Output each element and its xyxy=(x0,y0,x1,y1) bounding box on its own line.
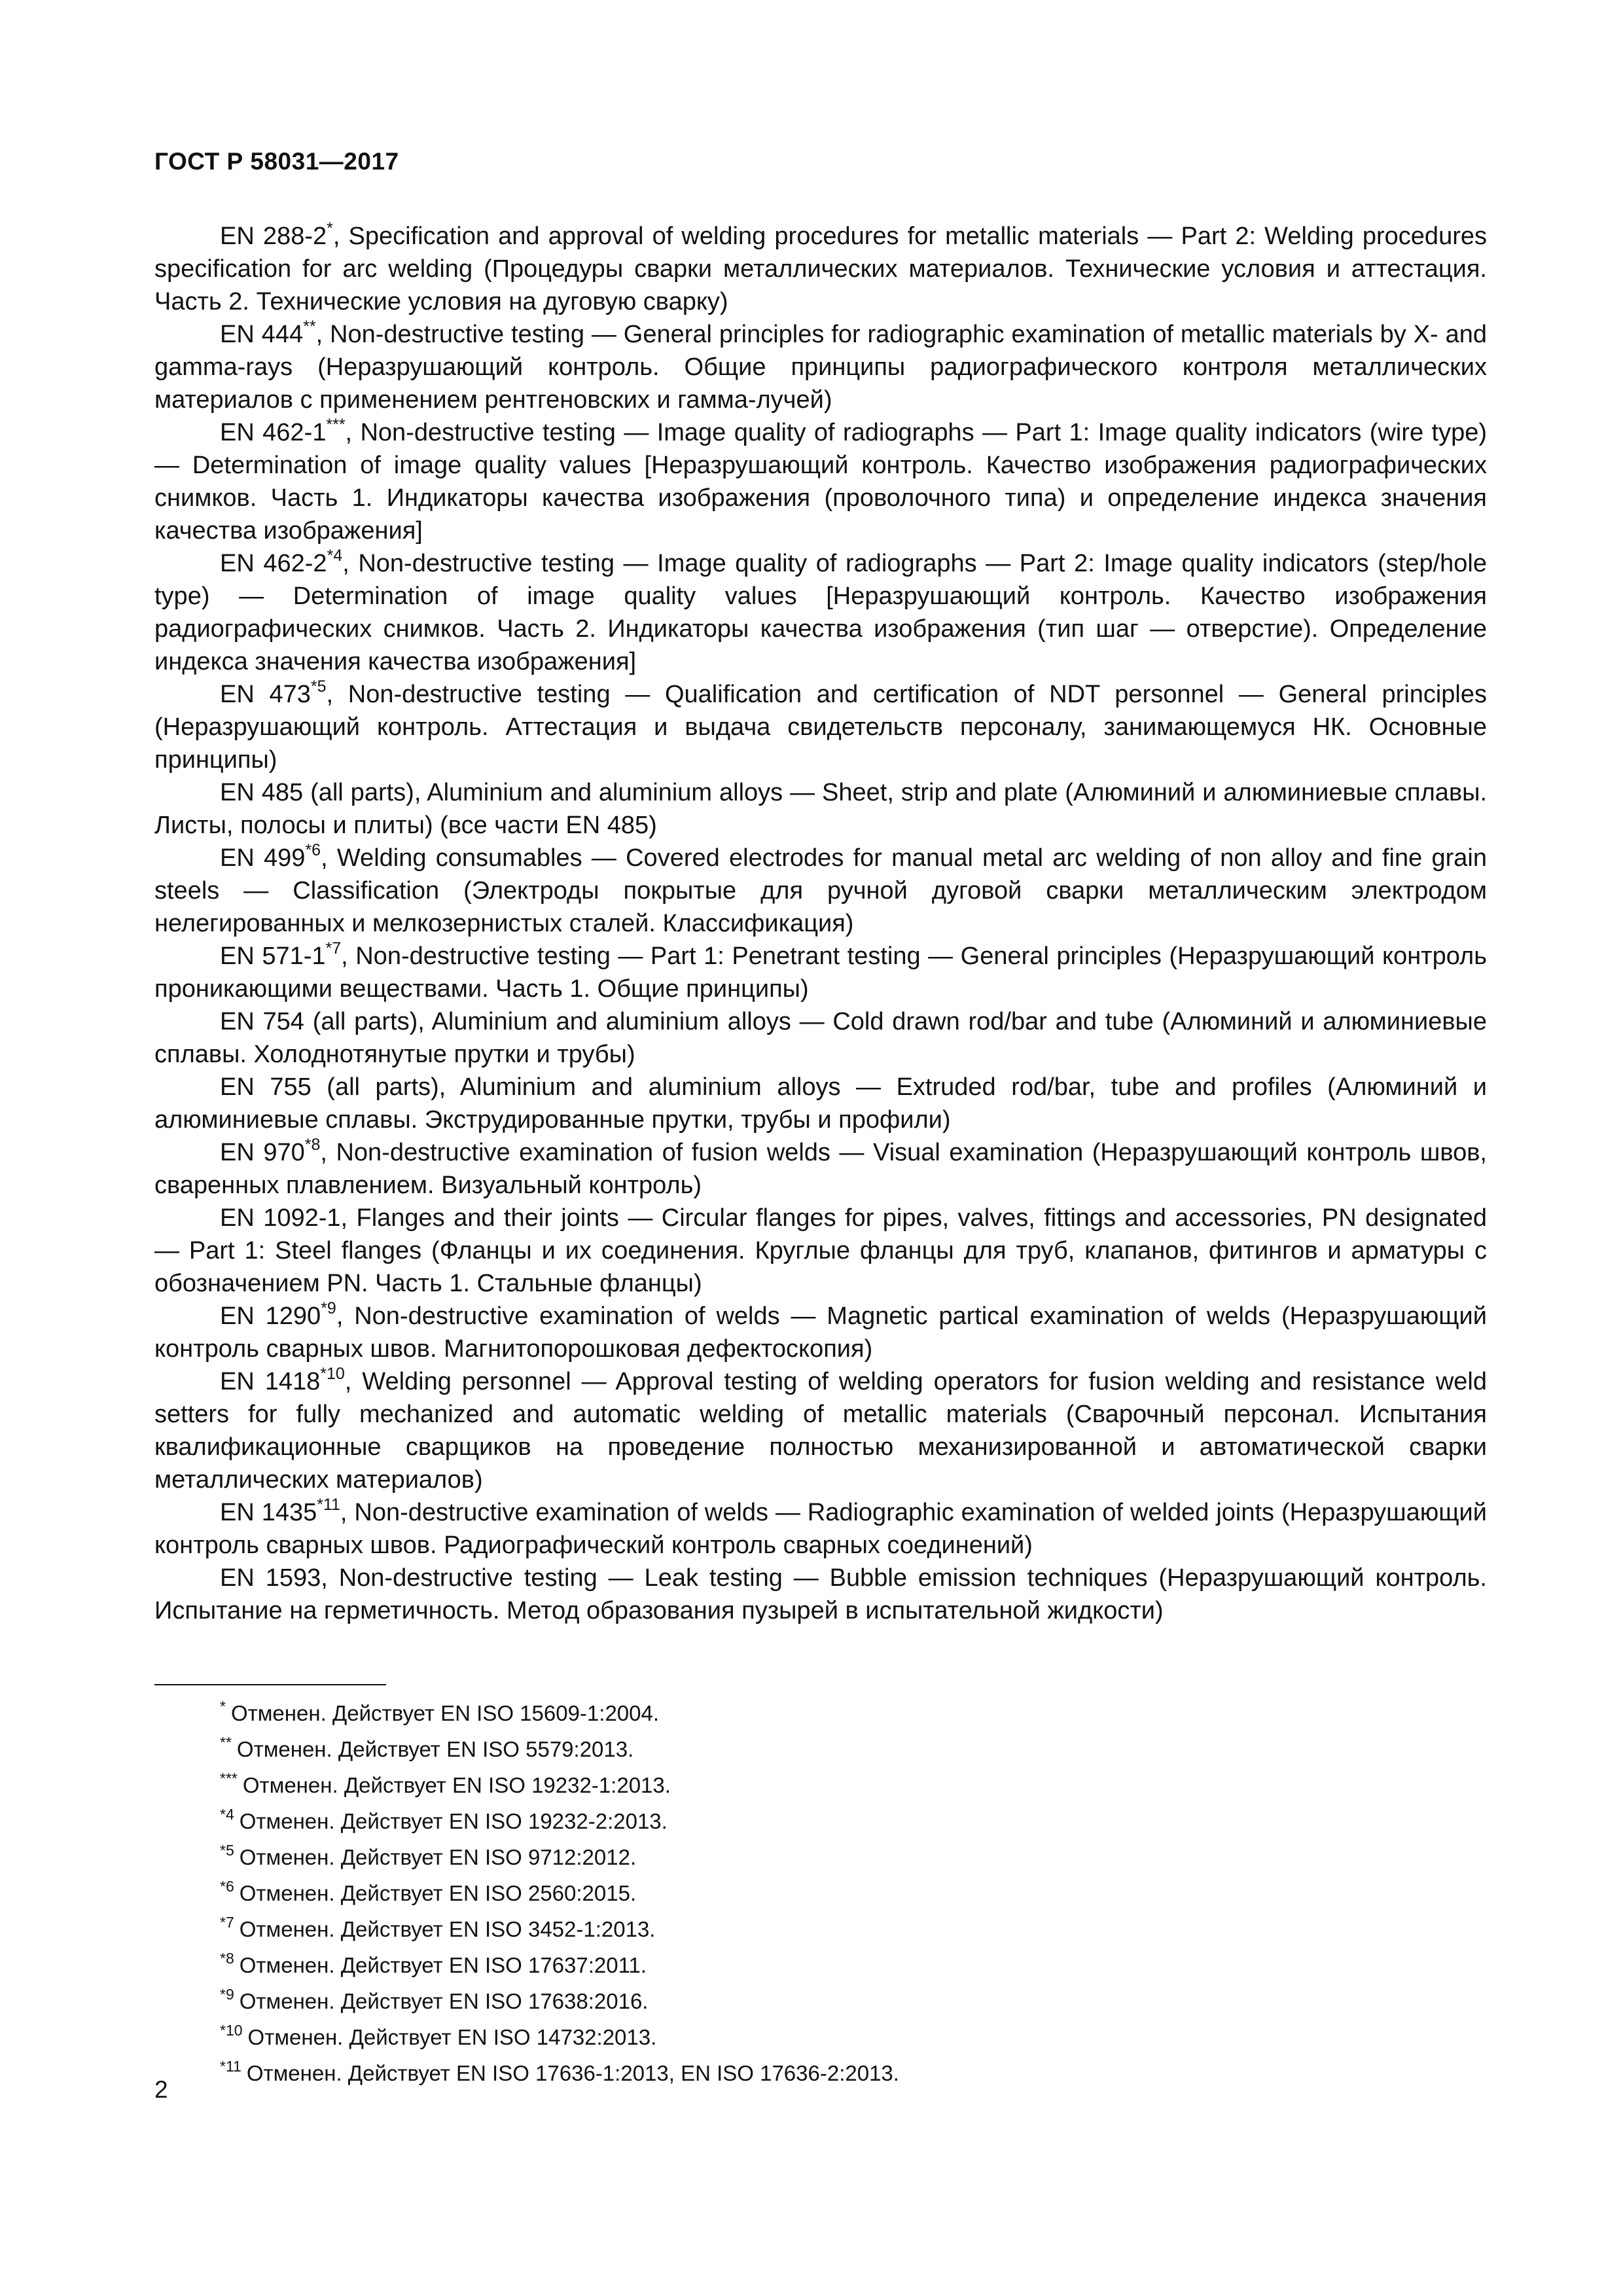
footnote-mark: *4 xyxy=(327,547,343,565)
footnote-mark: ** xyxy=(220,1734,232,1751)
footnote-text: Отменен. Действует EN ISO 14732:2013. xyxy=(247,2025,657,2049)
reference-code: EN 1593 xyxy=(220,1564,321,1592)
reference-text: , Non-destructive testing — Image quality of radiographs — Part 1: Image quality indicators (wire type) — Determination of image quality values [Неразрушающий контроль. Качество изображения радиографических снимков. Часть 1. Индикаторы качества изображения (проволочного типа) и определение индекса значения качества изображения] xyxy=(154,419,1487,545)
reference-entry xyxy=(154,1562,1487,1627)
footnote-mark: *10 xyxy=(220,2022,243,2039)
footnote xyxy=(220,1731,1463,1767)
reference-entry xyxy=(154,1136,1487,1202)
reference-code: EN 473 xyxy=(220,681,311,708)
footnote-text: Отменен. Действует EN ISO 17638:2016. xyxy=(239,1989,649,2013)
reference-entry xyxy=(154,1300,1487,1365)
footnote-mark: * xyxy=(327,219,333,238)
reference-code: EN 1418 xyxy=(220,1368,321,1395)
footnote xyxy=(220,2019,1463,2055)
footnote-mark: *5 xyxy=(310,677,327,696)
footnote-text: Отменен. Действует EN ISO 17637:2011. xyxy=(239,1953,647,1977)
reference-text: , Aluminium and aluminium alloys — Cold drawn rod/bar and tube (Алюминий и алюминиевые сплавы. Холоднотянутые прутки и трубы) xyxy=(154,1008,1488,1068)
reference-entry xyxy=(154,1071,1487,1136)
footnote-text: Отменен. Действует EN ISO 9712:2012. xyxy=(239,1845,637,1869)
footnote xyxy=(220,1839,1463,1875)
reference-code: EN 485 (all parts) xyxy=(220,779,414,806)
page-number: 2 xyxy=(154,2076,168,2103)
reference-entry xyxy=(154,1005,1487,1071)
footnote-mark: *7 xyxy=(220,1914,234,1931)
footnote-mark: *11 xyxy=(220,2058,241,2075)
footnote-text: Отменен. Действует EN ISO 15609-1:2004. xyxy=(230,1701,660,1725)
footnote-text: Отменен. Действует EN ISO 5579:2013. xyxy=(236,1737,634,1761)
reference-text: , Non-destructive examination of welds — Magnetic partical examination of welds (Неразрушающий контроль сварных швов. Магнитопорошковая дефектоскопия) xyxy=(154,1302,1487,1363)
reference-text: , Welding personnel — Approval testing of welding operators for fusion welding and resistance weld setters for fully mechanized and automatic welding of metallic materials (Сварочный персонал. Испытания квалификационные сварщиков на проведение полностью механизированной и автоматической сварки металлических материалов) xyxy=(154,1368,1487,1494)
reference-entry xyxy=(154,842,1487,940)
reference-code: EN 462-2 xyxy=(220,550,327,577)
reference-code: EN 499 xyxy=(220,844,306,872)
footnote xyxy=(220,1947,1463,1983)
footnote-text: Отменен. Действует EN ISO 19232-2:2013. xyxy=(239,1809,668,1833)
reference-entry xyxy=(154,318,1487,416)
footnote-mark: *7 xyxy=(325,939,342,958)
reference-code: EN 755 (all parts) xyxy=(220,1073,439,1101)
footnote-text: Отменен. Действует EN ISO 2560:2015. xyxy=(239,1881,637,1905)
footnote-mark: *6 xyxy=(305,841,321,859)
reference-text: , Flanges and their joints — Circular flanges for pipes, valves, fittings and accessories, PN designated — Part 1: Steel flanges (Фланцы и их соединения. Круглые фланцы для труб, клапанов, фитингов и арматуры с обозначением PN. Часть 1. Стальные фланцы) xyxy=(154,1204,1487,1297)
reference-entry xyxy=(154,220,1487,318)
footnote-mark: * xyxy=(220,1698,226,1715)
reference-entry xyxy=(154,776,1487,842)
footnote-mark: *** xyxy=(326,416,346,434)
reference-text: , Non-destructive testing — Qualification and certification of NDT personnel — General principles (Неразрушающий контроль. Аттестация и выдача свидетельств персоналу, занимающемуся НК. Основные принципы) xyxy=(154,681,1488,774)
footnote-text: Отменен. Действует EN ISO 3452-1:2013. xyxy=(239,1917,656,1941)
reference-text: , Welding consumables — Covered electrodes for manual metal arc welding of non alloy and fine grain steels — Classification (Электроды покрытые для ручной дуговой сварки металлическим электродом нелегированных и мелкозернистых сталей. Классификация) xyxy=(154,844,1487,937)
reference-code: EN 754 (all parts) xyxy=(220,1008,418,1035)
reference-text: , Aluminium and aluminium alloys — Sheet, strip and plate (Алюминий и алюминиевые сплавы. Листы, полосы и плиты) (все части EN 485) xyxy=(154,779,1488,839)
reference-code: EN 970 xyxy=(220,1139,305,1166)
reference-text: , Non-destructive examination of fusion welds — Visual examination (Неразрушающий контроль швов, сваренных плавлением. Визуальный контроль) xyxy=(154,1139,1487,1199)
document-header xyxy=(154,148,399,175)
reference-code: EN 462-1 xyxy=(220,419,327,446)
footnote-mark: *6 xyxy=(220,1878,234,1895)
footnote xyxy=(220,1983,1463,2019)
footnote xyxy=(220,1803,1463,1839)
reference-code: EN 288-2 xyxy=(220,223,327,250)
reference-text: , Non-destructive testing — General principles for radiographic examination of metallic materials by X- and gamma-rays (Неразрушающий контроль. Общие принципы радиографического контроля металлических материалов с применением рентгеновских и гамма-лучей) xyxy=(154,321,1488,414)
footnote xyxy=(220,1695,1463,1731)
footnote-mark: *5 xyxy=(220,1842,234,1859)
footnote-mark: ** xyxy=(303,317,316,336)
reference-code: EN 444 xyxy=(220,321,304,348)
reference-entry xyxy=(154,1496,1487,1562)
reference-text: , Aluminium and aluminium alloys — Extruded rod/bar, tube and profiles (Алюминий и алюминиевые сплавы. Экструдированные прутки, трубы и профили) xyxy=(154,1073,1487,1134)
reference-text: , Non-destructive testing — Part 1: Penetrant testing — General principles (Неразрушающий контроль проникающими веществами. Часть 1. Общие принципы) xyxy=(154,942,1487,1003)
footnote xyxy=(220,2055,1463,2091)
footnote xyxy=(220,1911,1463,1947)
reference-code: EN 1435 xyxy=(220,1499,317,1526)
reference-entry xyxy=(154,678,1487,776)
footnote-mark: *8 xyxy=(220,1950,234,1967)
footnote-separator xyxy=(154,1684,386,1685)
reference-text: , Non-destructive examination of welds — Radiographic examination of welded joints (Неразрушающий контроль сварных швов. Радиографический контроль сварных соединений) xyxy=(154,1499,1487,1559)
footnote xyxy=(220,1767,1463,1803)
footnote-text: Отменен. Действует EN ISO 19232-1:2013. xyxy=(242,1773,671,1797)
standard-designation: ГОСТ Р 58031—2017 xyxy=(154,148,399,175)
reference-entry xyxy=(154,1365,1487,1496)
footnote-text: Отменен. Действует EN ISO 17636-1:2013, EN ISO 17636-2:2013. xyxy=(246,2061,899,2085)
reference-text: , Specification and approval of welding procedures for metallic materials — Part 2: Welding procedures specification for arc welding (Процедуры сварки металлических материалов. Технические условия и аттестация. Часть 2. Технические условия на дуговую сварку) xyxy=(154,223,1487,315)
footnote-mark: *** xyxy=(220,1770,238,1787)
reference-entry xyxy=(154,547,1487,678)
reference-entry xyxy=(154,940,1487,1005)
footnotes-list xyxy=(220,1695,1463,2091)
footnote-mark: *9 xyxy=(321,1299,336,1318)
reference-code: EN 1290 xyxy=(220,1302,321,1330)
footnote-mark: *4 xyxy=(220,1806,234,1823)
reference-entry xyxy=(154,416,1487,547)
reference-entry xyxy=(154,1202,1487,1300)
reference-code: EN 571-1 xyxy=(220,942,326,970)
footnote-mark: *10 xyxy=(320,1365,345,1383)
footnote-mark: *11 xyxy=(317,1496,340,1514)
footnote-mark: *9 xyxy=(220,1986,234,2003)
footnote-mark: *8 xyxy=(304,1136,321,1154)
reference-code: EN 1092-1 xyxy=(220,1204,341,1232)
reference-text: , Non-destructive testing — Leak testing — Bubble emission techniques (Неразрушающий контроль. Испытание на герметичность. Метод образования пузырей в испытательной жидкости) xyxy=(154,1564,1487,1624)
footnote xyxy=(220,1875,1463,1911)
normative-references-list xyxy=(154,220,1487,1627)
reference-text: , Non-destructive testing — Image quality of radiographs — Part 2: Image quality indicators (step/hole type) — Determination of image quality values [Неразрушающий контроль. Качество изображения радиографических снимков. Часть 2. Индикаторы качества изображения (тип шаг — отверстие). Определение индекса значения качества изображения] xyxy=(154,550,1488,675)
